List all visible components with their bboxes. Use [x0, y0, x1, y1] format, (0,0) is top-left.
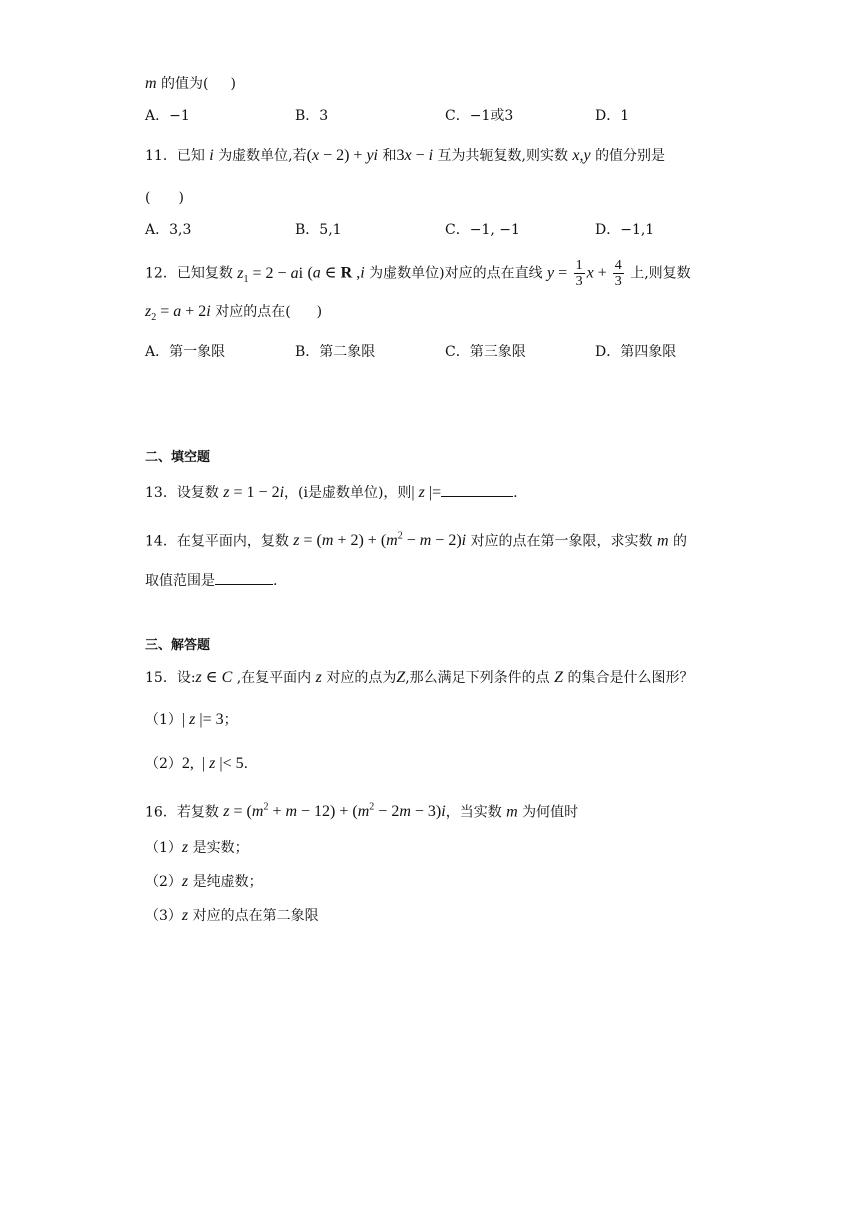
q13-number: 13．设复数 — [145, 485, 219, 501]
math-z-quadratic: $z = (m^2 + m - 12) + (m^2 - 2m - 3)i$ — [223, 802, 446, 821]
q14-stem-line2 — [145, 570, 277, 591]
math-line-eq: y = — [547, 264, 568, 282]
q16-part-2 — [145, 872, 263, 892]
q12-options — [145, 342, 785, 362]
q14-stem — [145, 527, 687, 551]
q12-text-1: 为虚数单位)对应的点在直线 — [369, 265, 543, 282]
q13-answer-blank[interactable] — [441, 482, 513, 497]
q12-text-2: 上,则复数 — [630, 265, 691, 282]
var-xy: x,y — [572, 147, 591, 164]
q14-answer-blank[interactable] — [215, 570, 273, 585]
q16-text-1: ，当实数 — [445, 804, 502, 821]
q15-text-3: ,那么满足下列条件的点 — [405, 670, 550, 686]
q13-text-1: ，(i是虚数单位)，则 — [284, 485, 412, 501]
math-z-in-c: z ∈ C — [195, 669, 233, 686]
q16-part-1 — [145, 838, 249, 858]
q10-option-b[interactable]: B．3 — [295, 108, 329, 124]
q10-option-a[interactable]: A．−1 — [145, 108, 190, 124]
math-z2: $z_2 = a + 2i$ — [145, 303, 211, 324]
q10-stem-text: 的值为( — [161, 76, 209, 92]
math-abs-z-eq-3: | z |= 3 — [181, 711, 224, 728]
plus-sign: + — [593, 264, 611, 282]
q14-text-3: 取值范围是 — [145, 573, 215, 589]
var-z: z — [315, 669, 322, 686]
q11-stem — [145, 146, 665, 166]
q11-option-b[interactable]: B．5,1 — [295, 222, 342, 238]
math-z-def: z = 1 − 2i — [223, 484, 285, 501]
q10-option-d[interactable]: D．1 — [595, 108, 630, 124]
math-2-le-abs-z-lt-5: 2, | z |< 5 — [181, 755, 244, 772]
q15-number: 15．设: — [145, 670, 196, 686]
q12-option-d[interactable]: D．第四象限 — [595, 344, 677, 360]
q15-text-1: ,在复平面内 — [236, 670, 312, 686]
q11-number: 11．已知 — [145, 148, 205, 164]
q11-option-d[interactable]: D．−1,1 — [595, 222, 655, 238]
q16-part-3-text: 对应的点在第二象限 — [192, 908, 319, 924]
q15-stem — [145, 668, 694, 688]
q16-part-1-text: 是实数； — [192, 840, 249, 856]
fraction-four-thirds: $\frac{4}{3}$ — [614, 258, 622, 289]
q14-number: 14．在复平面内，复数 — [145, 533, 289, 550]
fraction-one-third: $\frac{1}{3}$ — [575, 258, 583, 289]
section-answer-title: 三、解答题 — [145, 638, 211, 653]
q12-text-3: 对应的点在( — [215, 304, 291, 320]
q16-part-1-label: （1） — [145, 840, 182, 856]
var-z: z — [181, 839, 189, 856]
q12-option-c[interactable]: C．第三象限 — [445, 344, 526, 360]
q16-part-2-label: （2） — [145, 874, 182, 890]
var-Z: Z — [554, 669, 564, 686]
q12-stem — [145, 258, 691, 290]
var-z: z — [181, 907, 189, 924]
q15-text-4: 的集合是什么图形？ — [567, 670, 694, 686]
q15-text-2: 对应的点为 — [326, 670, 397, 686]
var-m: m — [506, 803, 518, 821]
q15-part-2: （2）2, | z |< 5. — [145, 755, 249, 772]
q10-options — [145, 106, 785, 126]
section-fill-in-title: 二、填空题 — [145, 450, 211, 465]
q15-part-2-label: （2） — [145, 756, 182, 772]
q14-period: . — [273, 573, 278, 589]
q11-option-c[interactable]: C．−1, −1 — [445, 222, 520, 238]
math-a-in-r: (a ∈ R ,i — [307, 264, 365, 282]
q12-close-paren: ) — [316, 304, 323, 320]
var-Z: Z — [396, 669, 406, 686]
var-m: m — [145, 75, 157, 92]
q12-stem-line2 — [145, 302, 322, 328]
q16-part-3-label: （3） — [145, 908, 182, 924]
var-z: z — [181, 873, 189, 890]
q11-paren: ( ) — [145, 190, 184, 206]
q11-text-3: 互为共轭复数,则实数 — [437, 148, 568, 164]
q16-part-3 — [145, 906, 319, 926]
q10-option-c[interactable]: C．−1或3 — [445, 108, 514, 124]
math-abs-z: | z |= — [411, 484, 442, 501]
q11-options — [145, 220, 785, 240]
math-z1: $z_1 = 2$ − ai — [237, 264, 304, 285]
q11-option-a[interactable]: A．3,3 — [145, 222, 192, 238]
math-z-complex: $z = (m + 2) + (m^2 - m - 2)i$ — [293, 531, 467, 550]
q14-text-1: 对应的点在第一象限，求实数 — [470, 533, 653, 550]
q13-stem — [145, 482, 518, 503]
var-i: i — [209, 147, 214, 164]
q14-text-2: 的 — [673, 533, 688, 550]
var-m: m — [657, 532, 669, 550]
q13-period: . — [513, 485, 518, 501]
q11-text-1: 为虚数单位,若 — [218, 148, 307, 164]
q12-number: 12．已知复数 — [145, 265, 233, 282]
q12-option-b[interactable]: B．第二象限 — [295, 344, 376, 360]
q16-number: 16．若复数 — [145, 804, 219, 821]
q10-close-paren: ) — [230, 76, 236, 92]
q11-text-4: 的值分别是 — [595, 148, 666, 164]
var-x: x — [586, 264, 594, 282]
q15-part-1-label: （1） — [145, 712, 182, 728]
q16-text-2: 为何值时 — [522, 804, 579, 821]
q16-stem — [145, 798, 578, 822]
q10-stem — [145, 74, 236, 94]
math-expr-1: (x − 2) + yi — [306, 147, 378, 164]
q15-part-1: （1）| z |= 3； — [145, 711, 238, 728]
q11-text-2: 和 — [382, 148, 397, 164]
math-expr-2: 3x − i — [396, 147, 434, 164]
q12-option-a[interactable]: A．第一象限 — [145, 344, 226, 360]
q16-part-2-text: 是纯虚数； — [192, 874, 263, 890]
